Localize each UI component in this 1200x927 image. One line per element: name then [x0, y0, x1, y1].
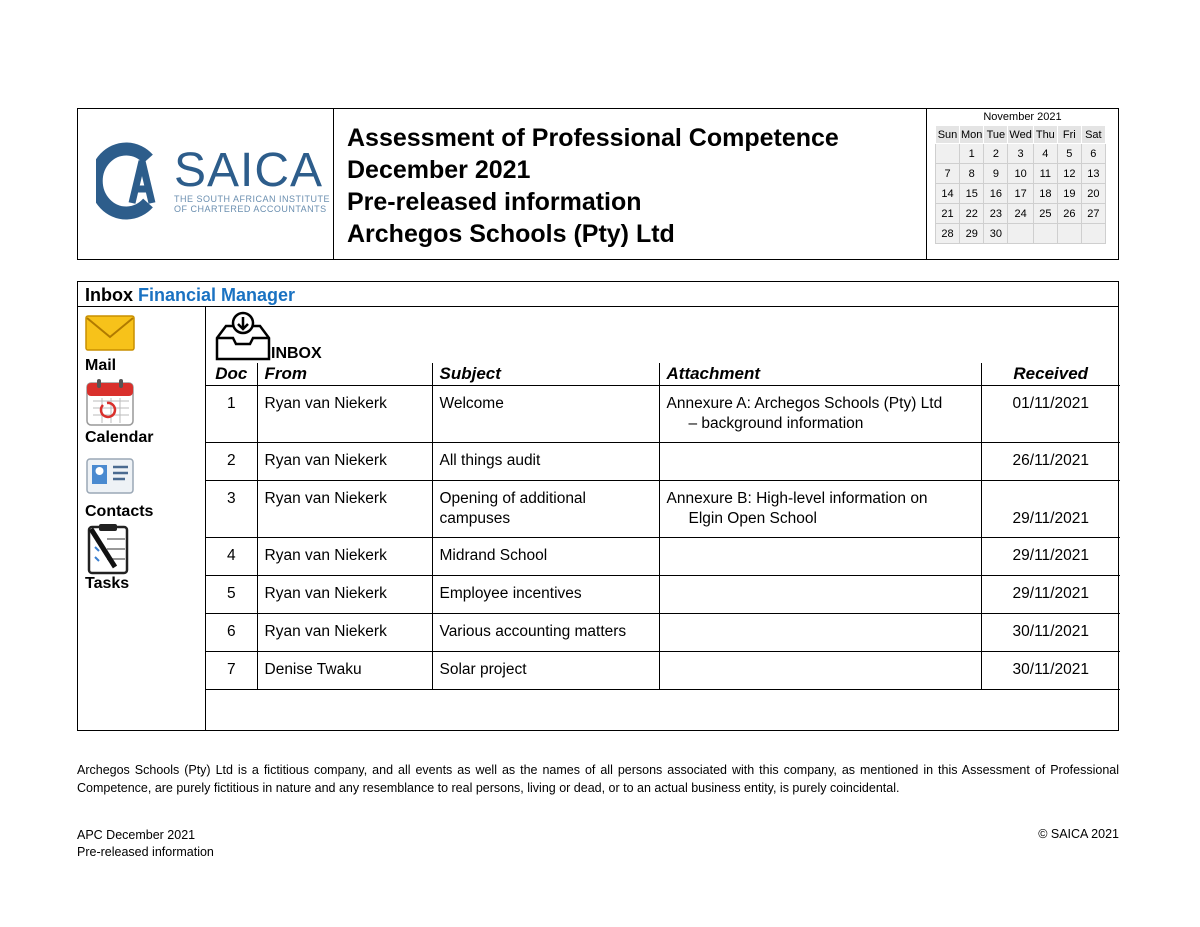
mail-subject: Various accounting matters [432, 614, 659, 652]
mail-doc-number: 5 [206, 576, 257, 614]
contact-card-icon[interactable] [85, 457, 135, 500]
sidebar-item-calendar[interactable]: Calendar [85, 429, 154, 446]
calendar-week [936, 224, 1106, 244]
title-line: Pre-released information [347, 188, 642, 216]
calendar-day-header: Sun [936, 126, 960, 144]
inbox-title: Inbox [85, 285, 133, 305]
calendar-date: 9 [984, 164, 1008, 184]
logo-subtitle-2: OF CHARTERED ACCOUNTANTS [174, 204, 327, 214]
title-line: Archegos Schools (Pty) Ltd [347, 220, 675, 248]
received-date: 29/11/2021 [1012, 547, 1089, 564]
footer-copyright: © SAICA 2021 [1038, 827, 1119, 841]
col-attachment: Attachment [659, 363, 981, 386]
calendar-date: 28 [936, 224, 960, 244]
mail-attachment [659, 614, 981, 652]
inbox-role: Financial Manager [138, 285, 296, 305]
footer-doc-type: Pre-released information [77, 845, 214, 859]
mail-received [981, 443, 1120, 481]
sidebar-item-mail[interactable]: Mail [85, 357, 117, 374]
calendar-date [1057, 224, 1081, 244]
received-date: 29/11/2021 [1012, 585, 1089, 602]
mail-row[interactable] [206, 481, 1120, 538]
sidebar-item-tasks[interactable]: Tasks [85, 575, 130, 592]
calendar-date: 20 [1081, 184, 1105, 204]
mail-row[interactable] [206, 538, 1120, 576]
mail-attachment[interactable] [659, 386, 981, 443]
calendar-date [1033, 224, 1057, 244]
calendar-date: 29 [960, 224, 984, 244]
mail-table-header [206, 363, 1120, 386]
mail-doc-number: 1 [206, 386, 257, 443]
calendar-date: 18 [1033, 184, 1057, 204]
disclaimer: Archegos Schools (Pty) Ltd is a fictitious company, and all events as well as the names of all persons associated with this company, as mentioned in this Assessment of Professional Competence, are purely fictitious in nature and any resemblance to real persons, living or dead, or to an actual business entity, is purely coincidental. [77, 763, 1119, 795]
mail-subject: Welcome [432, 386, 659, 443]
calendar-date: 6 [1081, 144, 1105, 164]
mail-doc-number: 6 [206, 614, 257, 652]
mail-from: Ryan van Niekerk [257, 443, 432, 481]
calendar-date [1081, 224, 1105, 244]
received-date: 26/11/2021 [1012, 452, 1089, 469]
col-from: From [257, 363, 432, 386]
calendar-date: 10 [1008, 164, 1033, 184]
sidebar [78, 307, 206, 730]
calendar-day-header: Tue [984, 126, 1008, 144]
calendar-date: 27 [1081, 204, 1105, 224]
mail-received [981, 538, 1120, 576]
mail-subject: Opening of additional campuses [432, 481, 659, 538]
clipboard-checklist-icon[interactable] [85, 523, 133, 580]
calendar-date: 3 [1008, 144, 1033, 164]
inbox-heading [78, 282, 1118, 307]
inbox-label: INBOX [271, 345, 322, 362]
calendar-week [936, 164, 1106, 184]
calendar-date: 8 [960, 164, 984, 184]
calendar-day-header: Mon [960, 126, 984, 144]
attachment-title: Annexure A: Archegos Schools (Pty) Ltd [666, 395, 943, 412]
title-line: December 2021 [347, 156, 531, 184]
mail-doc-number: 2 [206, 443, 257, 481]
envelope-icon[interactable] [85, 315, 135, 356]
mail-received [981, 386, 1120, 443]
mail-table [206, 363, 1120, 690]
mail-received [981, 652, 1120, 690]
mail-received [981, 481, 1120, 538]
calendar-date [1008, 224, 1033, 244]
attachment-title: Annexure B: High-level information on [666, 490, 928, 507]
inbox-panel [77, 281, 1119, 731]
logo-cell [78, 109, 334, 259]
calendar-date: 26 [1057, 204, 1081, 224]
calendar-date: 30 [984, 224, 1008, 244]
calendar-day-header: Thu [1033, 126, 1057, 144]
mail-from: Denise Twaku [257, 652, 432, 690]
title-cell [334, 109, 927, 259]
mail-row[interactable] [206, 386, 1120, 443]
mail-subject: Solar project [432, 652, 659, 690]
calendar-date: 5 [1057, 144, 1081, 164]
mail-subject: Midrand School [432, 538, 659, 576]
mail-from: Ryan van Niekerk [257, 538, 432, 576]
calendar-week [936, 184, 1106, 204]
received-date: 30/11/2021 [1012, 661, 1089, 678]
calendar-date: 4 [1033, 144, 1057, 164]
calendar-date: 7 [936, 164, 960, 184]
calendar-date [936, 144, 960, 164]
mail-subject: All things audit [432, 443, 659, 481]
mail-row[interactable] [206, 614, 1120, 652]
footer-exam: APC December 2021 [77, 828, 196, 842]
calendar-icon[interactable] [85, 377, 135, 432]
calendar-date: 11 [1033, 164, 1057, 184]
calendar-date: 1 [960, 144, 984, 164]
mail-row[interactable] [206, 576, 1120, 614]
calendar-day-header: Sat [1081, 126, 1105, 144]
calendar-week [936, 204, 1106, 224]
calendar-date: 19 [1057, 184, 1081, 204]
mail-from: Ryan van Niekerk [257, 481, 432, 538]
col-doc: Doc [206, 363, 257, 386]
inbox-main [206, 307, 1118, 730]
calendar-date: 25 [1033, 204, 1057, 224]
attachment-description: Elgin Open School [688, 510, 817, 527]
mail-doc-number: 3 [206, 481, 257, 538]
mail-row[interactable] [206, 652, 1120, 690]
footer-left [77, 827, 214, 861]
mail-attachment [659, 538, 981, 576]
calendar-date: 16 [984, 184, 1008, 204]
document-header [77, 108, 1119, 260]
mail-attachment [659, 443, 981, 481]
calendar-date: 15 [960, 184, 984, 204]
mail-received [981, 576, 1120, 614]
col-received: Received [981, 363, 1120, 386]
mail-doc-number: 4 [206, 538, 257, 576]
mail-row[interactable] [206, 443, 1120, 481]
attachment-description: – background information [688, 415, 864, 432]
mail-from: Ryan van Niekerk [257, 386, 432, 443]
sidebar-item-contacts[interactable]: Contacts [85, 503, 154, 520]
mail-from: Ryan van Niekerk [257, 576, 432, 614]
received-date: 01/11/2021 [1012, 395, 1089, 412]
mail-subject: Employee incentives [432, 576, 659, 614]
calendar-date: 13 [1081, 164, 1105, 184]
calendar-grid [935, 125, 1106, 244]
mail-attachment [659, 652, 981, 690]
mini-calendar [927, 109, 1118, 259]
logo-name: SAICA [174, 144, 324, 197]
calendar-week [936, 144, 1106, 164]
mail-received [981, 614, 1120, 652]
received-date: 30/11/2021 [1012, 623, 1089, 640]
calendar-month: November 2021 [983, 111, 1062, 123]
received-date: 29/11/2021 [1012, 510, 1089, 527]
calendar-date: 17 [1008, 184, 1033, 204]
mail-from: Ryan van Niekerk [257, 614, 432, 652]
calendar-date: 22 [960, 204, 984, 224]
calendar-date: 12 [1057, 164, 1081, 184]
calendar-date: 2 [984, 144, 1008, 164]
calendar-date: 24 [1008, 204, 1033, 224]
mail-attachment[interactable] [659, 481, 981, 538]
title-line: Assessment of Professional Competence [347, 124, 839, 152]
saica-logo [96, 141, 330, 221]
col-subject: Subject [432, 363, 659, 386]
ca-mark-icon [96, 141, 166, 221]
calendar-date: 21 [936, 204, 960, 224]
calendar-date: 14 [936, 184, 960, 204]
calendar-day-header: Fri [1057, 126, 1081, 144]
mail-doc-number: 7 [206, 652, 257, 690]
calendar-day-header: Wed [1008, 126, 1033, 144]
inbox-tray-icon [214, 310, 272, 367]
mail-attachment [659, 576, 981, 614]
calendar-date: 23 [984, 204, 1008, 224]
logo-subtitle-1: THE SOUTH AFRICAN INSTITUTE [174, 194, 331, 204]
